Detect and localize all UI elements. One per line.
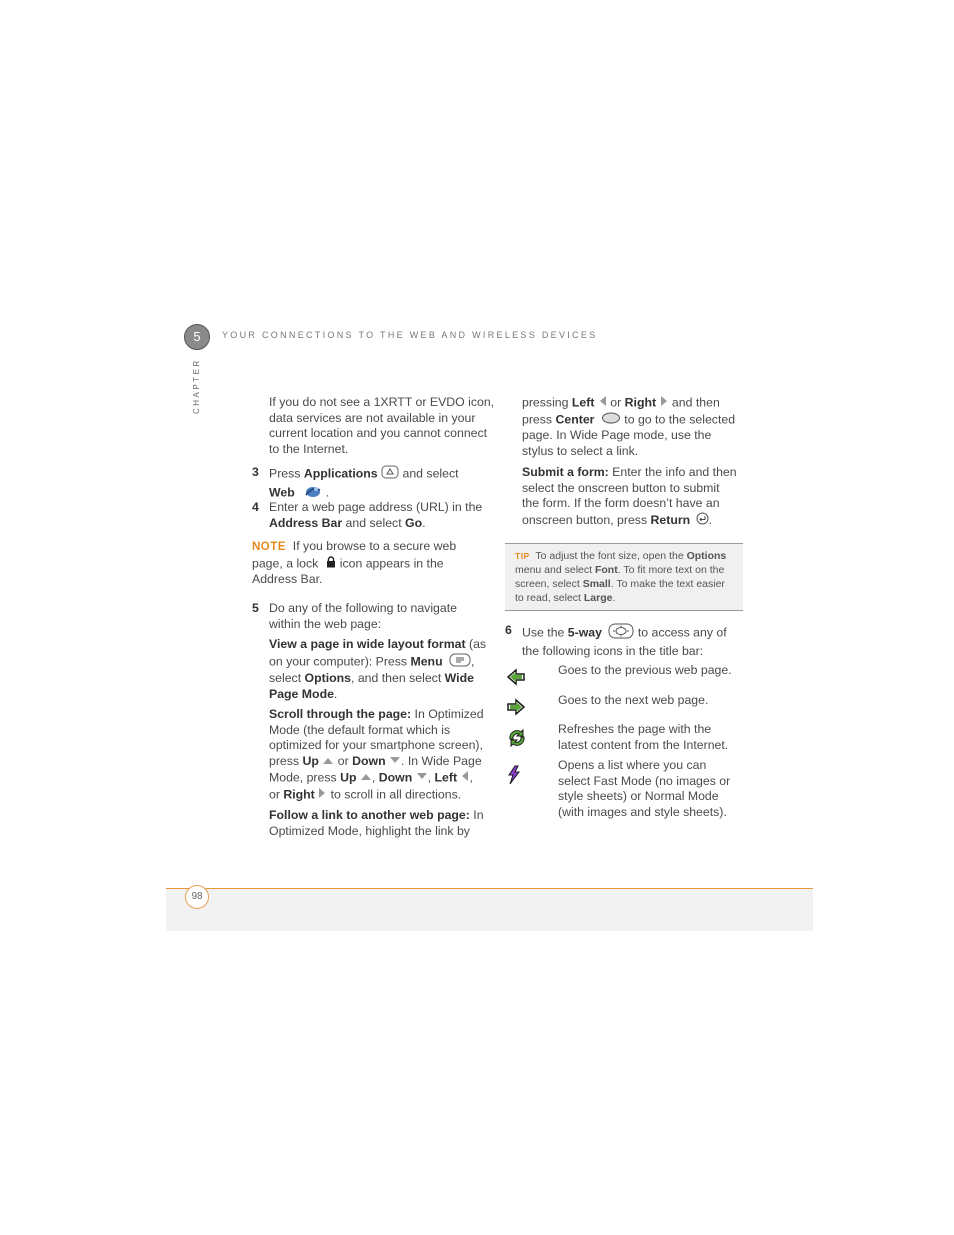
page-footer-bar <box>166 888 813 931</box>
tip-label: TIP <box>515 551 530 561</box>
back-arrow-icon <box>506 668 526 691</box>
fast-mode-description: Opens a list where you can select Fast Mode (no images or style sheets) or Normal Mode (with images and style sheets). <box>558 758 731 820</box>
scroll-paragraph: Scroll through the page: In Optimized Mode (the default format which is optimized for your smartphone screen), press Up or Down . In Wide Page Mode, press Up , Down , Left , or Right to scroll in all directions. <box>269 707 501 803</box>
page-number: 98 <box>185 885 209 909</box>
left-arrow-icon <box>598 395 607 412</box>
step-5-number: 5 <box>252 601 259 615</box>
step-3-text: Press Applications and select Web . <box>269 465 499 502</box>
back-arrow-description: Goes to the previous web page. <box>558 663 732 677</box>
right-arrow-icon <box>318 787 327 804</box>
forward-arrow-icon <box>506 698 526 721</box>
step-3-number: 3 <box>252 465 259 479</box>
tip-box: TIP To adjust the font size, open the Options menu and select Font. To fit more text on the screen, select Small. To make the text easier to read, select Large. <box>505 543 743 611</box>
forward-arrow-description: Goes to the next web page. <box>558 693 709 707</box>
running-header-title: YOUR CONNECTIONS TO THE WEB AND WIRELESS DEVICES <box>222 330 598 340</box>
chapter-number-badge: 5 <box>184 324 210 350</box>
chapter-vertical-label: CHAPTER <box>192 358 201 414</box>
step-4-text: Enter a web page address (URL) in the Address Bar and select Go. <box>269 500 483 530</box>
up-arrow-icon <box>322 754 334 770</box>
step-4-number: 4 <box>252 500 259 514</box>
note-label: NOTE <box>252 541 286 553</box>
step-6-text: Use the 5-way to access any of the following icons in the title bar: <box>522 623 747 659</box>
five-way-navigator-icon <box>608 623 634 644</box>
intro-paragraph: If you do not see a 1XRTT or EVDO icon, data services are not available in your current location and you cannot connect to the Internet. <box>269 395 495 457</box>
step-5-text: Do any of the following to navigate within the web page: <box>269 601 457 631</box>
refresh-icon <box>506 727 528 754</box>
refresh-description: Refreshes the page with the latest content from the Internet. <box>558 722 729 752</box>
up-arrow-icon <box>360 770 372 786</box>
lock-icon <box>326 556 336 573</box>
follow-link-continued: pressing Left or Right and then press Center to go to the selected page. In Wide Page mode, use the stylus to select a link. <box>522 395 736 459</box>
menu-key-icon <box>449 653 471 672</box>
return-key-icon <box>696 512 709 530</box>
applications-key-icon <box>381 465 399 484</box>
down-arrow-icon <box>416 770 428 786</box>
follow-link-paragraph: Follow a link to another web page: In Optimized Mode, highlight the link by <box>269 808 484 838</box>
submit-form-paragraph: Submit a form: Enter the info and then select the onscreen button to submit the form. If the form doesn’t have an onscreen button, press Return . <box>522 465 747 530</box>
center-key-icon <box>601 412 621 429</box>
step-6-number: 6 <box>505 623 512 637</box>
fast-mode-icon <box>506 765 522 790</box>
wide-layout-paragraph: View a page in wide layout format (as on your computer): Press Menu , select Options, and then select Wide Page Mode. <box>269 637 487 702</box>
note-block: NOTE If you browse to a secure web page, a lock icon appears in the Address Bar. <box>252 539 457 587</box>
down-arrow-icon <box>389 754 401 770</box>
right-arrow-icon <box>660 395 669 412</box>
